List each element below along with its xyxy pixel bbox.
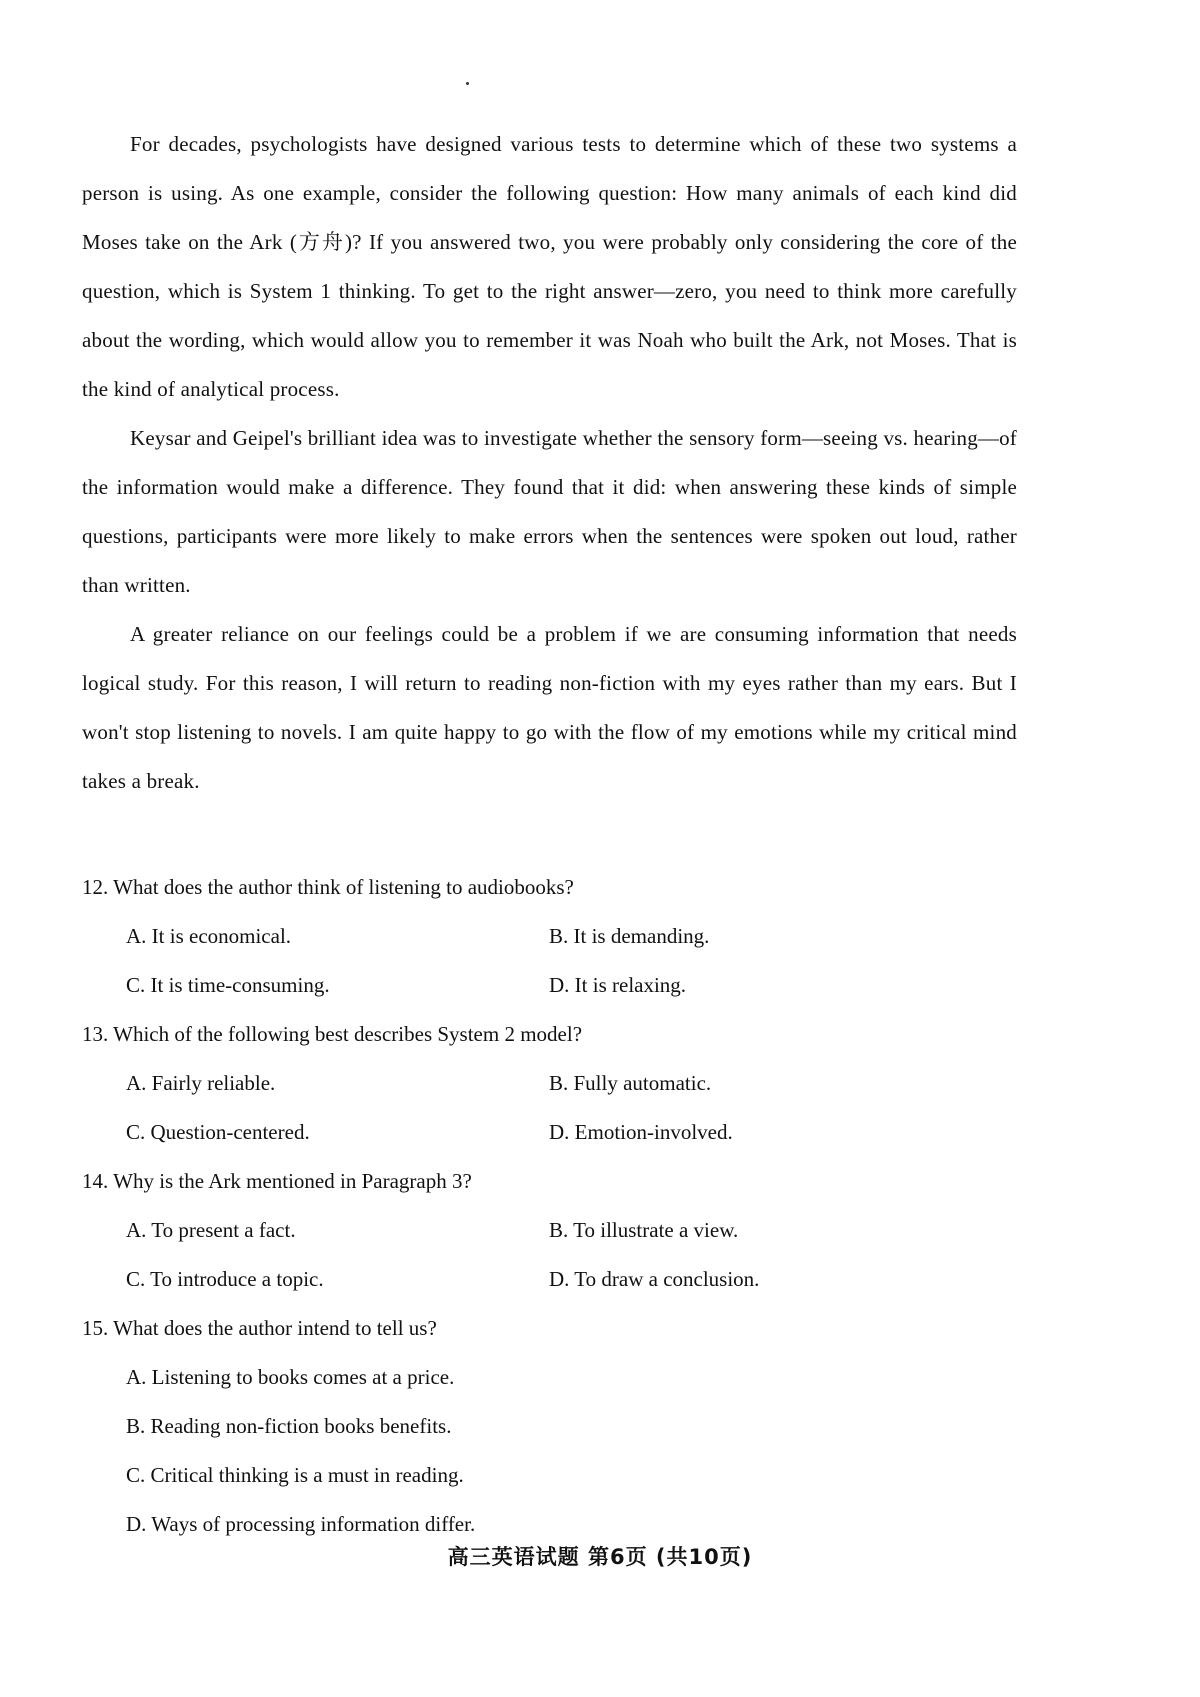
question-stem: 13. Which of the following best describes System 2 model? — [82, 1022, 583, 1046]
option-a: A. Listening to books comes at a price. — [126, 1365, 455, 1389]
option-c: C. Question-centered. — [126, 1120, 310, 1144]
option-d: D. To draw a conclusion. — [549, 1267, 760, 1291]
option-row — [82, 961, 1017, 1010]
question-12 — [82, 863, 1017, 1010]
option-a: A. Fairly reliable. — [126, 1071, 276, 1095]
passage-paragraph: Keysar and Geipel's brilliant idea was to investigate whether the sensory form—seeing vs. hearing—of the information would make a difference. They found that it did: when answering these kinds of simple questions, participants were more likely to make errors when the sentences were spoken out loud, rather than written. — [82, 426, 1017, 597]
question-stem: 15. What does the author intend to tell us? — [82, 1316, 437, 1340]
question-15 — [82, 1304, 1017, 1549]
question-14 — [82, 1157, 1017, 1304]
reading-passage — [82, 120, 1017, 806]
option-a: A. To present a fact. — [126, 1218, 296, 1242]
option-d: D. Emotion-involved. — [549, 1120, 733, 1144]
option-row — [82, 1206, 1017, 1255]
option-a: A. It is economical. — [126, 924, 292, 948]
passage-paragraph: For decades, psychologists have designed various tests to determine which of these two systems a person is using. As one example, consider the following question: How many animals of each kind did Moses take on the Ark (方舟)? If you answered two, you were probably only considering the core of the question, which is System 1 thinking. To get to the right answer—zero, you need to think more carefully about the wording, which would allow you to remember it was Noah who built the Ark, not Moses. That is the kind of analytical process. — [82, 132, 1017, 401]
option-b: B. Fully automatic. — [549, 1071, 712, 1095]
passage-paragraph: A greater reliance on our feelings could be a problem if we are consuming information that needs logical study. For this reason, I will return to reading non-fiction with my eyes rather than my ears. But I won't stop listening to novels. I am quite happy to go with the flow of my emotions while my critical mind takes a break. — [82, 622, 1017, 793]
question-stem: 12. What does the author think of listening to audiobooks? — [82, 875, 574, 899]
option-row — [82, 912, 1017, 961]
option-d: D. Ways of processing information differ. — [126, 1512, 476, 1536]
option-b: B. It is demanding. — [549, 924, 710, 948]
option-b: B. To illustrate a view. — [549, 1218, 739, 1242]
option-d: D. It is relaxing. — [549, 973, 687, 997]
option-c: C. To introduce a topic. — [126, 1267, 324, 1291]
option-c: C. Critical thinking is a must in reading. — [126, 1463, 464, 1487]
page-footer: 高三英语试题 第6页 (共10页) — [447, 1545, 753, 1569]
question-13 — [82, 1010, 1017, 1157]
option-b: B. Reading non-fiction books benefits. — [126, 1414, 452, 1438]
question-stem: 14. Why is the Ark mentioned in Paragraph 3? — [82, 1169, 472, 1193]
scan-speck — [466, 82, 469, 85]
option-row — [82, 1059, 1017, 1108]
option-c: C. It is time-consuming. — [126, 973, 330, 997]
option-row — [82, 1108, 1017, 1157]
question-list — [82, 863, 1017, 1549]
option-row — [82, 1255, 1017, 1304]
